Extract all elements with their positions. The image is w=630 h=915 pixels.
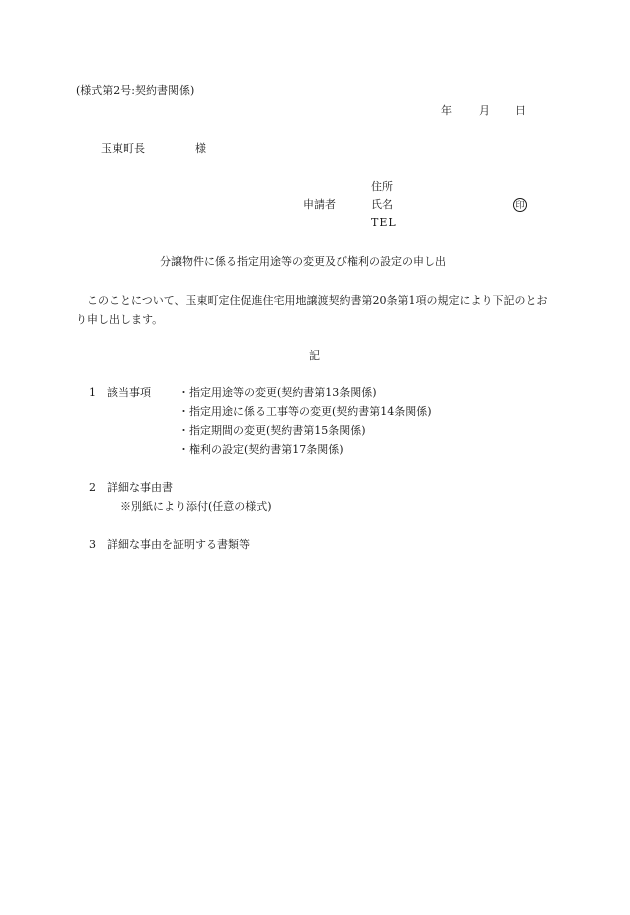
- address-label: 住所: [371, 180, 393, 193]
- date-month: 月: [479, 104, 490, 117]
- tel-label: TEL: [371, 216, 397, 229]
- section-3-number: 3: [89, 538, 96, 551]
- document-title: 分譲物件に係る指定用途等の変更及び権利の設定の申し出: [160, 255, 446, 268]
- date-year: 年: [441, 104, 452, 117]
- form-label: (様式第2号:契約書関係): [76, 84, 195, 97]
- section-1-number: 1: [89, 386, 96, 399]
- addressee-honorific: 様: [195, 142, 206, 155]
- date-day: 日: [515, 104, 526, 117]
- section-2-label: 詳細な事由書: [107, 481, 173, 494]
- section-1-label: 該当事項: [107, 386, 151, 399]
- section-1-item: ・指定期間の変更(契約書第15条関係): [178, 424, 366, 437]
- addressee-name: 玉東町長: [101, 142, 145, 155]
- body-text: このことについて、玉東町定住促進住宅用地譲渡契約書第20条第1項の規定により下記のとおり申し出します。: [76, 294, 548, 326]
- applicant-label: 申請者: [303, 198, 336, 211]
- seal-mark: [513, 198, 527, 212]
- section-3-label: 詳細な事由を証明する書類等: [107, 538, 250, 551]
- section-2-number: 2: [89, 481, 96, 494]
- section-1-item: ・指定用途等の変更(契約書第13条関係): [178, 386, 377, 399]
- section-2-note: ※別紙により添付(任意の様式): [120, 500, 272, 513]
- name-label: 氏名: [371, 198, 393, 211]
- section-1-item: ・権利の設定(契約書第17条関係): [178, 443, 344, 456]
- section-1-item: ・指定用途に係る工事等の変更(契約書第14条関係): [178, 405, 432, 418]
- ki-heading: 記: [309, 349, 320, 362]
- seal-icon: 印: [513, 198, 527, 212]
